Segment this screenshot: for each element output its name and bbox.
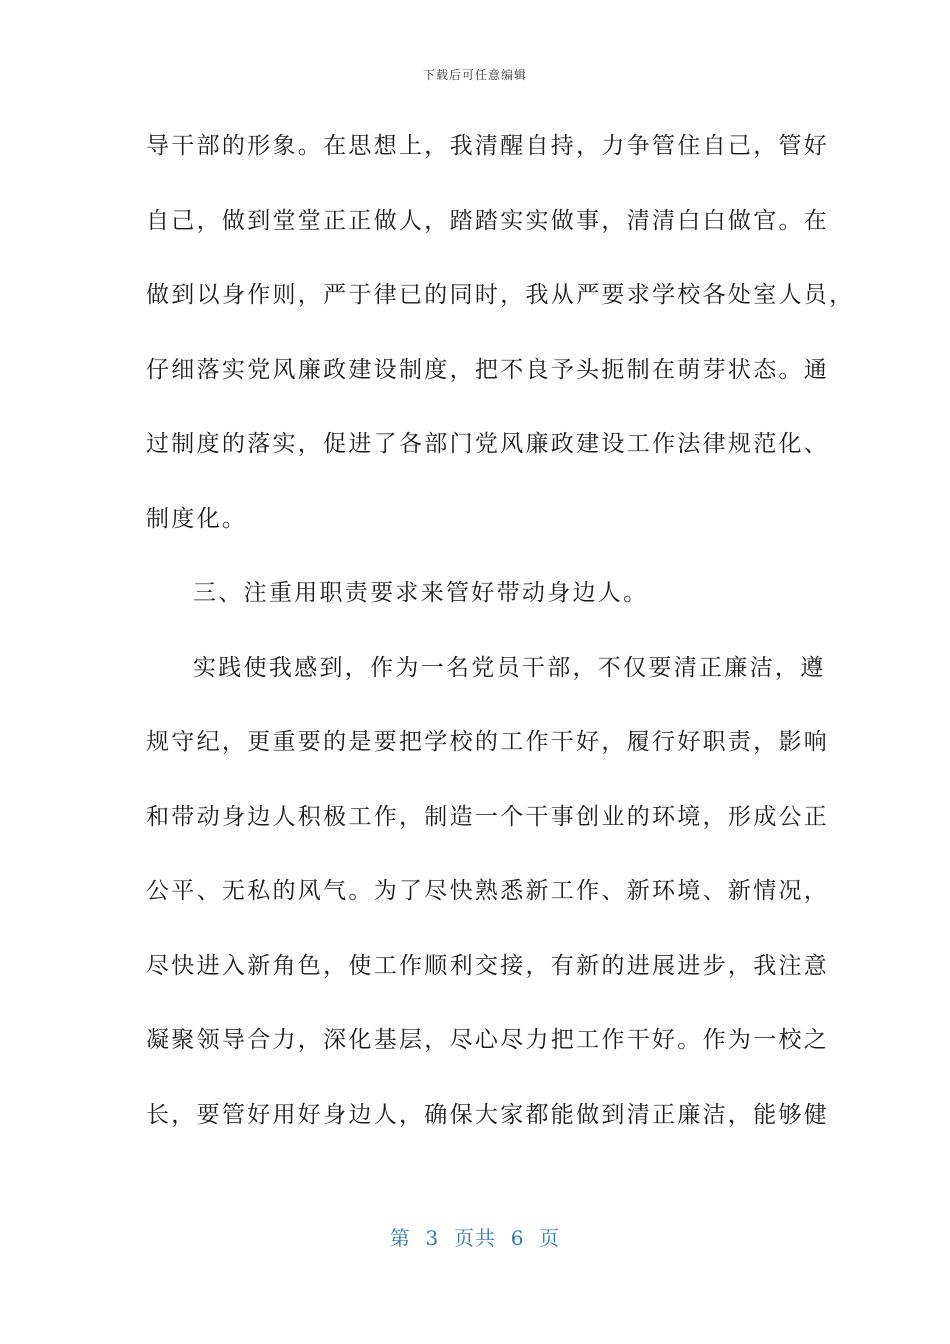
paragraph-line: 导干部的形象。在思想上，我清醒自持，力争管住自己，管好 [146,133,830,159]
paragraph-line: 制度化。 [146,505,248,532]
section-heading: 三、注重用职责要求来管好带动身边人。 [193,580,649,606]
document-body [146,118,855,1161]
paragraph-line: 长，要管好用好身边人，确保大家都能做到清正廉洁，能够健 [146,1101,830,1128]
header-note: 下载后可任意编辑 [422,68,527,82]
paragraph-line: 实践使我感到，作为一名党员干部，不仅要清正廉洁，遵 [193,654,826,681]
paragraph-line: 和带动身边人积极工作，制造一个干事创业的环境，形成公正 [146,803,830,830]
paragraph-line: 过制度的落实，促进了各部门党风廉政建设工作法律规范化、 [146,431,830,457]
paragraph-line: 做到以身作则，严于律已的同时，我从严要求学校各处室人员， [146,282,855,308]
paragraph-line: 公平、无私的风气。为了尽快熟悉新工作、新环境、新情况， [146,878,830,904]
paragraph-line: 自己，做到堂堂正正做人，踏踏实实做事，清清白白做官。在 [146,207,830,234]
paragraph-line: 尽快进入新角色，使工作顺利交接，有新的进展进步，我注意 [146,952,830,979]
paragraph-line: 凝聚领导合力，深化基层，尽心尽力把工作干好。作为一校之 [146,1027,830,1053]
page-number: 第 3 页共 6 页 [389,1226,561,1250]
paragraph-line: 规守纪，更重要的是要把学校的工作干好，履行好职责，影响 [146,729,830,755]
paragraph-line: 仔细落实党风廉政建设制度，把不良予头扼制在萌芽状态。通 [146,356,830,383]
